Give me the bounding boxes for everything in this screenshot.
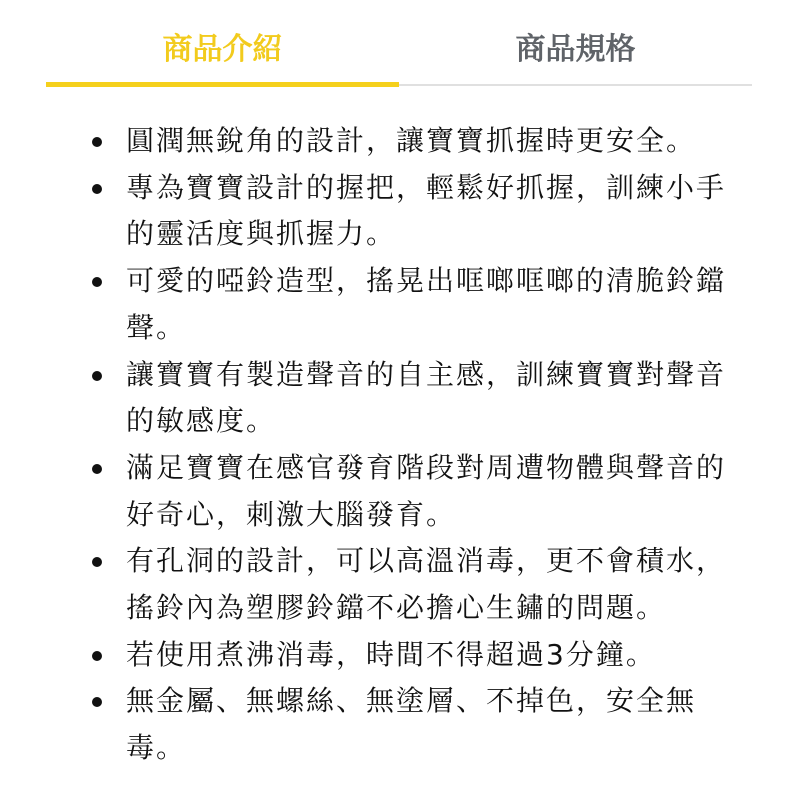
tab-product-intro[interactable]: [46, 0, 399, 86]
tab-bar: [46, 0, 752, 86]
list-item-text: 的敏感度。: [126, 404, 277, 438]
bullet-icon: [92, 137, 102, 147]
bullet-icon: [92, 697, 102, 707]
list-item: [0, 352, 726, 445]
list-item-text: 毒。: [126, 731, 187, 765]
bullet-icon: [92, 371, 102, 381]
list-item: [0, 632, 726, 679]
tab-label: 商品規格: [515, 32, 636, 67]
list-item: [0, 258, 726, 351]
tab-label: 商品介紹: [162, 32, 283, 67]
list-item-text: 聲。: [126, 310, 187, 344]
bullet-icon: [92, 184, 102, 194]
list-item-text: 有孔洞的設計，可以高溫消毒，更不會積水，: [126, 544, 727, 578]
list-item-text: 讓寶寶有製造聲音的自主感，訓練寶寶對聲音: [126, 357, 727, 391]
list-item: [0, 445, 726, 538]
bullet-icon: [92, 464, 102, 474]
bullet-icon: [92, 651, 102, 661]
list-item-text: 的靈活度與抓握力。: [126, 217, 397, 251]
tab-divider: [399, 84, 752, 86]
list-item-text: 搖鈴內為塑膠鈴鐺不必擔心生鏽的問題。: [126, 591, 667, 625]
list-item: [0, 118, 726, 165]
tab-product-specs[interactable]: [399, 0, 752, 86]
list-item-text: 無金屬、無螺絲、無塗層、不掉色，安全無: [126, 684, 697, 718]
list-item-text: 好奇心，刺激大腦發育。: [126, 497, 457, 531]
list-item: [0, 538, 726, 631]
list-item: [0, 165, 726, 258]
list-item-text: 若使用煮沸消毒，時間不得超過3分鐘。: [126, 637, 656, 671]
active-tab-indicator: [46, 82, 399, 87]
bullet-icon: [92, 277, 102, 287]
list-item-text: 可愛的啞鈴造型，搖晃出哐啷哐啷的清脆鈴鐺: [126, 264, 727, 298]
list-item-text: 滿足寶寶在感官發育階段對周遭物體與聲音的: [126, 450, 727, 484]
list-item-text: 圓潤無銳角的設計，讓寶寶抓握時更安全。: [126, 124, 697, 157]
list-item-text: 專為寶寶設計的握把，輕鬆好抓握，訓練小手: [126, 170, 727, 204]
feature-list: [0, 118, 726, 772]
list-item: [0, 678, 726, 771]
bullet-icon: [92, 557, 102, 567]
